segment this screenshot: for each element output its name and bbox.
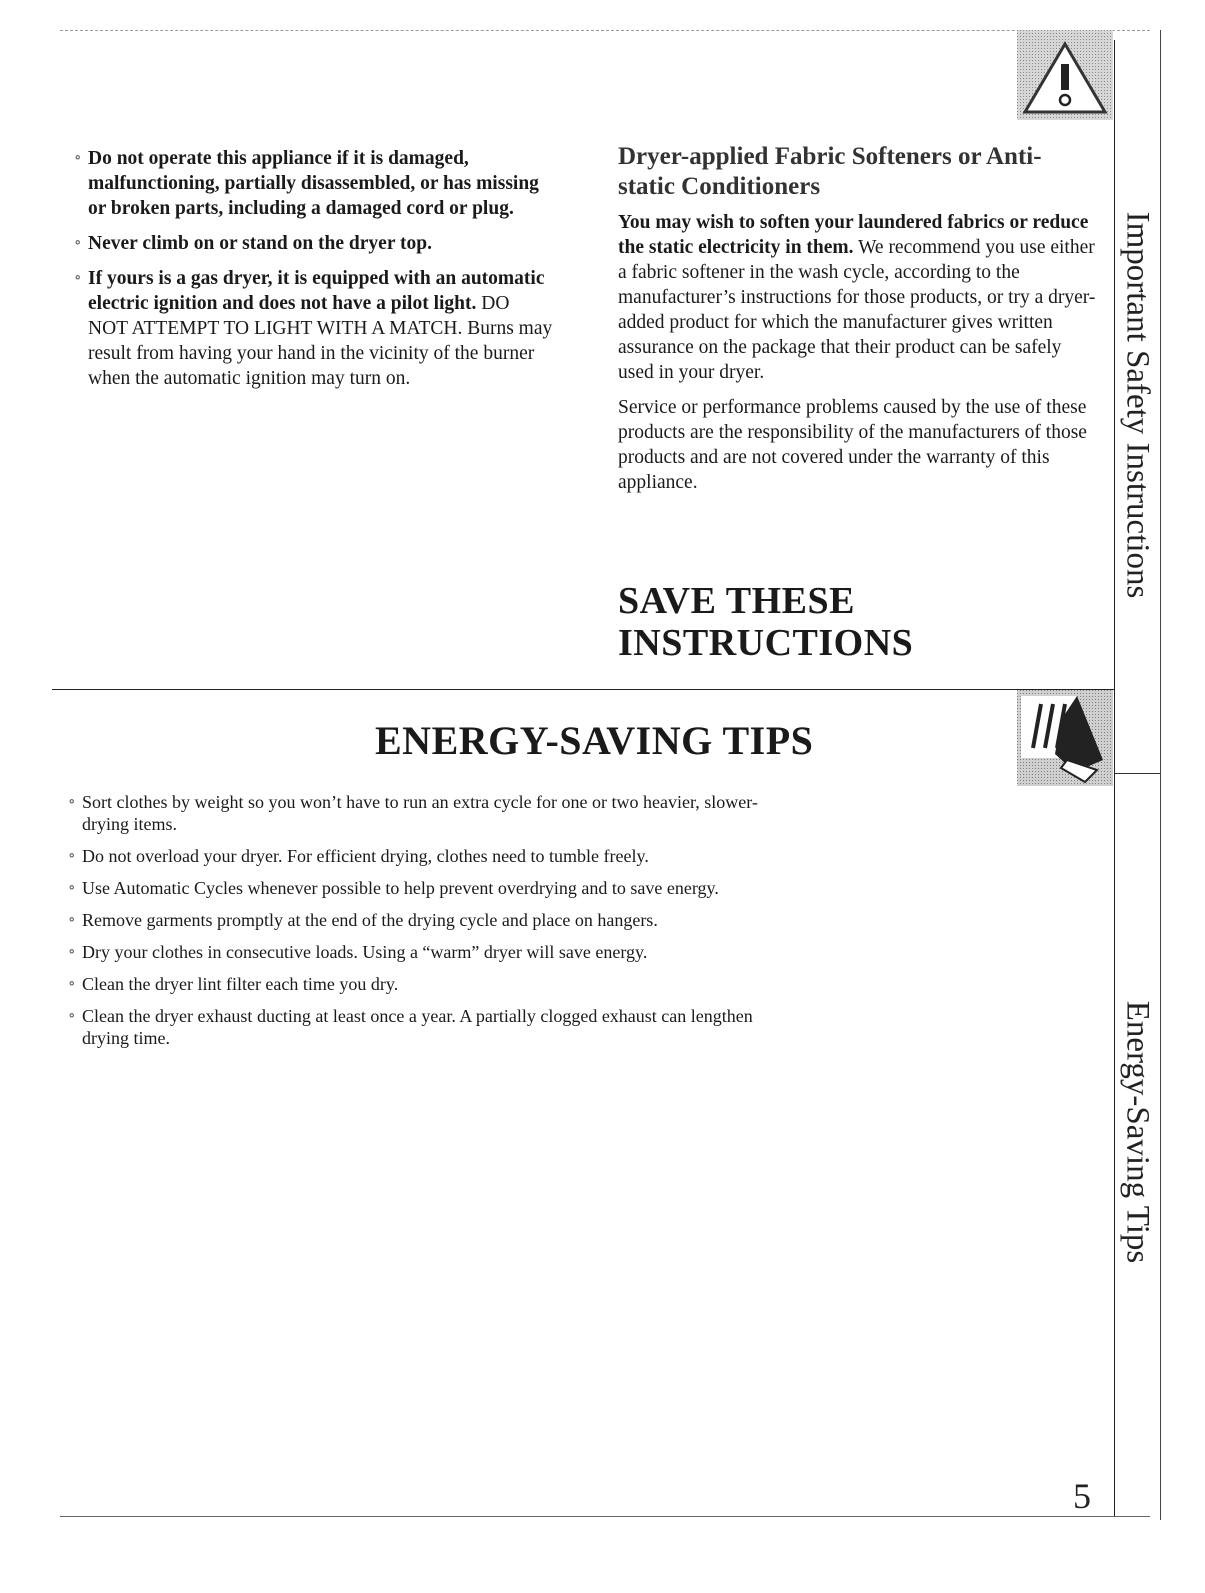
tab-border-outer <box>1160 30 1161 1520</box>
save-line-1: SAVE THESE <box>618 580 856 622</box>
safety-bullet <box>74 146 554 221</box>
safety-bullet <box>74 231 554 256</box>
hand-energy-icon <box>1017 690 1113 786</box>
save-line-2: INSTRUCTIONS <box>618 622 914 664</box>
energy-tip: ∘ Clean the dryer exhaust ducting at least once a year. A partially clogged exhaust can lengthen drying time. <box>68 1005 768 1049</box>
energy-tip: ∘ Sort clothes by weight so you won’t have to run an extra cycle for one or two heavier, slower-drying items. <box>68 791 768 835</box>
softeners-column <box>618 142 1098 505</box>
safety-bullet-bold: Never climb on or stand on the dryer top. <box>88 233 432 254</box>
energy-tips-list <box>68 791 768 1059</box>
energy-tip: ∘ Remove garments promptly at the end of the drying cycle and place on hangers. <box>68 909 768 931</box>
safety-bullet-bold: Do not operate this appliance if it is damaged, malfunctioning, partially disassembled, or has missing or broken parts, including a damaged cord or plug. <box>88 148 539 219</box>
energy-tip: ∘ Dry your clothes in consecutive loads. Using a “warm” dryer will save energy. <box>68 941 768 963</box>
top-rule <box>60 30 1150 31</box>
save-instructions-heading <box>618 580 913 664</box>
safety-bullet-bold: If yours is a gas dryer, it is equipped with an automatic electric ignition and does not have a pilot light. <box>88 268 545 314</box>
tab-separator <box>1114 773 1160 774</box>
safety-bullets-column <box>74 146 554 401</box>
energy-title: ENERGY-SAVING TIPS <box>375 718 814 763</box>
bottom-rule <box>60 1516 1150 1517</box>
energy-tip: ∘ Use Automatic Cycles whenever possible to help prevent overdrying and to save energy. <box>68 877 768 899</box>
energy-tip: ∘ Clean the dryer lint filter each time you dry. <box>68 973 768 995</box>
safety-bullet <box>74 266 554 391</box>
tab-important-safety-instructions: Important Safety Instructions <box>1119 211 1156 599</box>
safety-bullet-text: DO NOT ATTEMPT TO LIGHT WITH A MATCH. Burns may result from having your hand in the vicinity of the burner when the automatic ignition may turn on. <box>88 293 553 389</box>
section-divider <box>52 689 1114 690</box>
softeners-lead: You may wish to soften your laundered fabrics or reduce the static electricity in them. <box>618 212 1089 258</box>
softeners-paragraph-1 <box>618 210 1098 385</box>
tab-energy-saving-tips: Energy-Saving Tips <box>1119 1000 1156 1264</box>
softeners-heading: Dryer-applied Fabric Softeners or Anti-static Conditioners <box>618 143 1042 200</box>
softeners-paragraph-2: Service or performance problems caused by the use of these products are the responsibility of the manufacturers of those products and are not covered under the warranty of this appliance. <box>618 397 1087 493</box>
softeners-body: We recommend you use either a fabric softener in the wash cycle, according to the manufacturer’s instructions for those products, or try a dryer-added product for which the manufacturer gives written assurance on the package that their product can be safely used in your dryer. <box>618 237 1096 383</box>
warning-triangle-icon <box>1017 30 1113 120</box>
page-number: 5 <box>1073 1476 1091 1516</box>
energy-tip: ∘ Do not overload your dryer. For efficient drying, clothes need to tumble freely. <box>68 845 768 867</box>
tab-border-inner <box>1114 40 1115 1516</box>
